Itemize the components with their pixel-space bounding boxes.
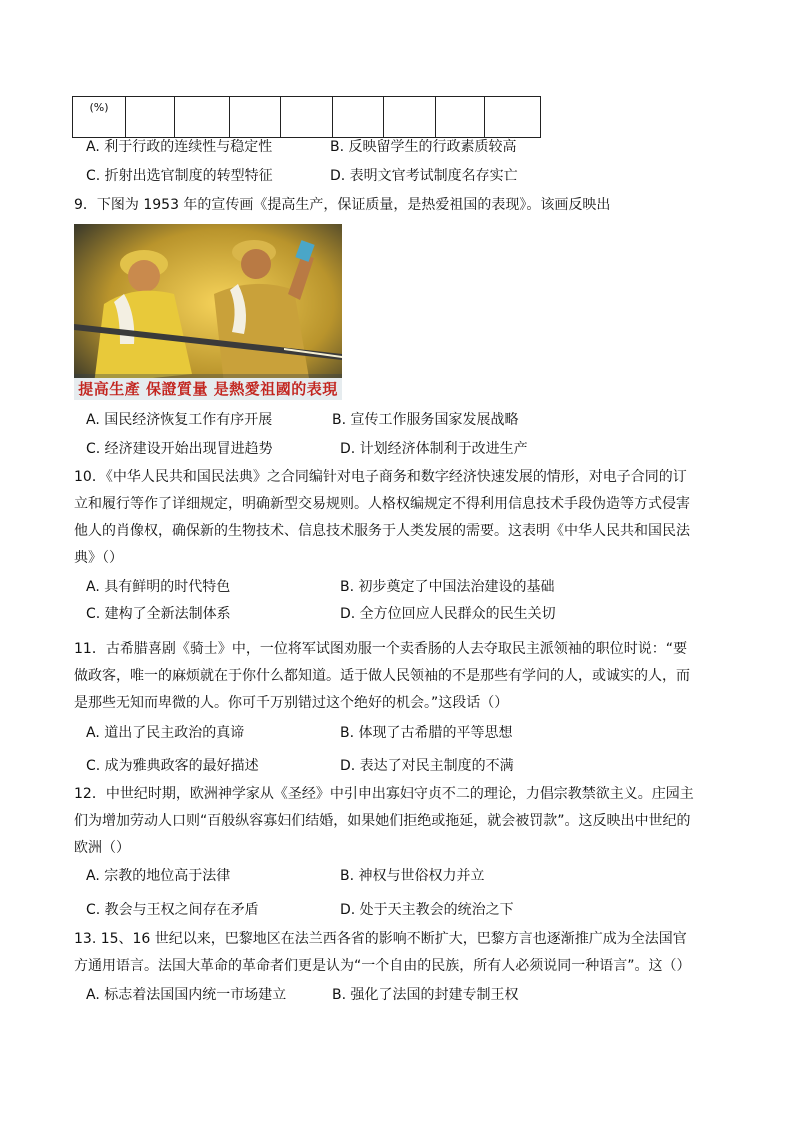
table-cell — [230, 97, 281, 138]
q8-option-c: C. 折射出选官制度的转型特征 — [86, 168, 273, 184]
poster-illustration — [74, 224, 342, 400]
table-cell — [384, 97, 436, 138]
q11-option-b: B. 体现了古希腊的平等思想 — [340, 725, 513, 741]
q12-stem: 12．中世纪时期，欧洲神学家从《圣经》中引申出寡妇守贞不二的理论，力倡宗教禁欲主义。庄园主们为增加劳动人口则“百般纵容寡妇们结婚，如果她们拒绝或拖延，就会被罚款”。这反映出中世纪的欧洲（） — [74, 786, 694, 856]
q10-option-c: C. 建构了全新法制体系 — [86, 606, 231, 622]
table-cell — [281, 97, 333, 138]
q12-option-a: A. 宗教的地位高于法律 — [86, 868, 231, 884]
q13-option-a: A. 标志着法国国内统一市场建立 — [86, 987, 287, 1003]
percentage-table — [72, 96, 541, 138]
q12-option-c: C. 教会与王权之间存在矛盾 — [86, 902, 259, 918]
q9-option-b: B. 宣传工作服务国家发展战略 — [332, 412, 519, 428]
q10-option-b: B. 初步奠定了中国法治建设的基础 — [340, 579, 555, 595]
q9-option-a: A. 国民经济恢复工作有序开展 — [86, 412, 273, 428]
table-cell — [485, 97, 541, 138]
q10-stem: 10．《中华人民共和国民法典》之合同编针对电子商务和数字经济快速发展的情形，对电子合同的订立和履行等作了详细规定，明确新型交易规则。人格权编规定不得利用信息技术手段伪造等方式侵害他人的肖像权，确保新的生物技术、信息技术服务于人类发展的需要。这表明《中华人民共和国民法典》（） — [74, 469, 690, 566]
poster-caption: 提高生產 保證質量 是熱愛祖國的表現 — [74, 378, 342, 400]
table-cell — [126, 97, 175, 138]
q9-stem: 9．下图为 1953 年的宣传画《提高生产，保证质量，是热爱祖国的表现》。该画反映出 — [74, 197, 611, 213]
q10-option-d: D. 全方位回应人民群众的民生关切 — [340, 606, 556, 622]
table-cell — [175, 97, 230, 138]
q11-option-c: C. 成为雅典政客的最好描述 — [86, 758, 259, 774]
table-cell-unit: (%) — [73, 97, 126, 138]
table-cell — [333, 97, 384, 138]
q11-option-a: A. 道出了民主政治的真谛 — [86, 725, 245, 741]
q11-stem: 11．古希腊喜剧《骑士》中，一位将军试图劝服一个卖香肠的人去夺取民主派领袖的职位时说：“要做政客，唯一的麻烦就在于你什么都知道。适于做人民领袖的不是那些有学问的人，或诚实的人，而是那些无知而卑微的人。你可千万别错过这个绝好的机会。”这段话（） — [74, 641, 690, 711]
q9-option-c: C. 经济建设开始出现冒进趋势 — [86, 441, 273, 457]
propaganda-poster-image — [74, 224, 342, 400]
table-cell — [436, 97, 485, 138]
q9-option-d: D. 计划经济体制利于改进生产 — [340, 441, 528, 457]
q8-option-d: D. 表明文官考试制度名存实亡 — [330, 168, 518, 184]
q12-option-b: B. 神权与世俗权力并立 — [340, 868, 485, 884]
q8-option-a: A. 利于行政的连续性与稳定性 — [86, 139, 273, 155]
q13-option-b: B. 强化了法国的封建专制王权 — [332, 987, 519, 1003]
q8-option-b: B. 反映留学生的行政素质较高 — [330, 139, 517, 155]
q11-option-d: D. 表达了对民主制度的不满 — [340, 758, 514, 774]
q13-stem: 13. 15、16 世纪以来，巴黎地区在法兰西各省的影响不断扩大，巴黎方言也逐渐推广成为全法国官方通用语言。法国大革命的革命者们更是认为“一个自由的民族，所有人必须说同一种语言”。这（） — [74, 931, 691, 974]
q10-option-a: A. 具有鲜明的时代特色 — [86, 579, 231, 595]
table-row — [73, 97, 541, 138]
q12-option-d: D. 处于天主教会的统治之下 — [340, 902, 514, 918]
